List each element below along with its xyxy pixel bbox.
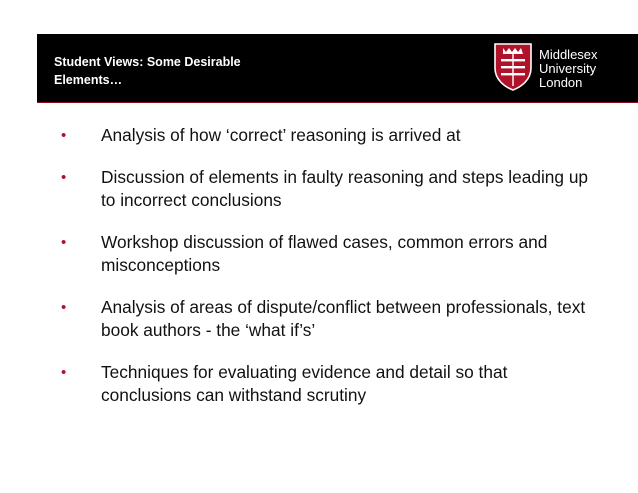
university-logo — [493, 42, 633, 96]
bullet-text: Workshop discussion of flawed cases, common errors and misconceptions — [101, 232, 548, 275]
crest-icon — [493, 42, 533, 92]
bullet-text: Discussion of elements in faulty reasoning and steps leading up to incorrect conclusions — [101, 167, 589, 210]
bullet-text: Techniques for evaluating evidence and detail so that conclusions can withstand scrutiny — [101, 362, 508, 405]
header-bar — [37, 34, 638, 103]
bullet-marker: • — [61, 169, 67, 186]
bullet-marker: • — [61, 364, 67, 381]
logo-line-3: London — [539, 75, 583, 90]
slide-title: Student Views: Some Desirable Elements… — [54, 55, 241, 87]
header-divider — [37, 102, 638, 103]
bullet-marker: • — [61, 234, 67, 251]
bullet-item — [56, 361, 596, 407]
bullet-item — [56, 231, 596, 277]
logo-line-2: University — [539, 61, 597, 76]
logo-line-1: Middlesex — [539, 47, 598, 62]
bullet-text: Analysis of how ‘correct’ reasoning is arrived at — [101, 125, 461, 145]
bullet-marker: • — [61, 299, 67, 316]
bullet-item — [56, 296, 596, 342]
bullet-item — [56, 166, 596, 212]
bullet-marker: • — [61, 127, 67, 144]
logo-wordmark — [539, 48, 598, 90]
bullet-list — [56, 124, 596, 426]
bullet-text: Analysis of areas of dispute/conflict between professionals, text book authors - the ‘what if’s’ — [101, 297, 586, 340]
bullet-item — [56, 124, 596, 147]
